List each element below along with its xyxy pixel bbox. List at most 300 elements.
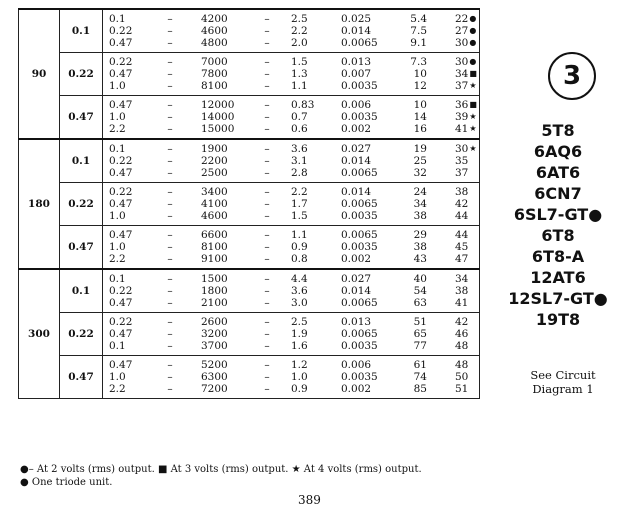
dash-mark: – <box>167 371 173 383</box>
dash-mark-column <box>149 99 191 135</box>
output-voltage-value-column <box>397 316 437 352</box>
cathode-resistor-value: 4100 <box>201 198 228 210</box>
values-cell <box>103 226 480 270</box>
grid-resistor-value-column <box>103 359 149 395</box>
capacitor-value: 0.014 <box>341 285 372 297</box>
dash-mark: – <box>264 285 270 297</box>
output-voltage-value: 10 <box>413 68 427 80</box>
capacitor-value: 0.0035 <box>341 340 378 352</box>
dash-mark: – <box>264 297 270 309</box>
plate-resistor-cell: 0.47 <box>60 96 103 140</box>
dash-mark: – <box>167 123 173 135</box>
see-circuit-line: See Circuit <box>530 368 596 382</box>
screen-value-column <box>291 359 341 395</box>
capacitor-value: 0.0035 <box>341 241 378 253</box>
plate-resistor-cell: 0.1 <box>60 269 103 313</box>
capacitor-value: 0.002 <box>341 253 372 265</box>
screen-value: 2.2 <box>291 25 308 37</box>
output-symbol: ● <box>469 57 477 66</box>
output-symbol: ★ <box>469 112 477 121</box>
voltage-gain-value: 35 <box>455 155 469 167</box>
output-voltage-value: 7.3 <box>410 56 427 68</box>
screen-value-column <box>291 143 341 179</box>
chart-number-circle <box>548 52 596 100</box>
grid-resistor-value-column <box>103 13 149 49</box>
output-voltage-value: 12 <box>413 80 427 92</box>
footnote-triode: ● One triode unit. <box>20 477 113 488</box>
plate-resistor-cell: 0.1 <box>60 9 103 53</box>
capacitor-value-column <box>341 56 397 92</box>
dash-mark-column <box>243 316 291 352</box>
dash-mark: – <box>167 37 173 49</box>
cathode-resistor-value: 7000 <box>201 56 228 68</box>
capacitor-value: 0.0035 <box>341 371 378 383</box>
dash-mark-column <box>243 186 291 222</box>
output-symbol: ■ <box>469 100 477 109</box>
tube-type: 6CN7 <box>534 184 582 203</box>
output-voltage-value: 38 <box>413 241 427 253</box>
cathode-resistor-value: 7200 <box>201 383 228 395</box>
table-row <box>19 139 480 183</box>
screen-value: 0.83 <box>291 99 315 111</box>
dash-mark-column <box>243 273 291 309</box>
screen-value: 1.9 <box>291 328 308 340</box>
screen-value: 2.8 <box>291 167 308 179</box>
grid-resistor-value: 0.47 <box>109 68 133 80</box>
dash-mark: – <box>167 297 173 309</box>
cathode-resistor-value-column <box>191 229 243 265</box>
screen-value: 3.1 <box>291 155 308 167</box>
cathode-resistor-value: 2200 <box>201 155 228 167</box>
cathode-resistor-value: 8100 <box>201 241 228 253</box>
grid-resistor-value: 1.0 <box>109 210 126 222</box>
gain-entry <box>455 316 479 328</box>
gain-entry <box>455 273 479 285</box>
capacitor-value: 0.0035 <box>341 210 378 222</box>
grid-resistor-value-column <box>103 56 149 92</box>
values-cell <box>103 356 480 399</box>
gain-entry <box>455 13 479 25</box>
dash-mark: – <box>264 25 270 37</box>
values-cell <box>103 53 480 96</box>
grid-resistor-value: 0.1 <box>109 273 126 285</box>
voltage-gain-value-column <box>437 99 479 135</box>
capacitor-value: 0.014 <box>341 25 372 37</box>
plate-resistor-cell: 0.22 <box>60 313 103 356</box>
dash-mark: – <box>264 68 270 80</box>
gain-entry <box>455 167 479 179</box>
cathode-resistor-value: 15000 <box>201 123 235 135</box>
cathode-resistor-value-column <box>191 316 243 352</box>
dash-mark: – <box>264 13 270 25</box>
dash-mark: – <box>167 328 173 340</box>
screen-value-column <box>291 99 341 135</box>
capacitor-value: 0.007 <box>341 68 372 80</box>
dash-mark: – <box>167 273 173 285</box>
dash-mark: – <box>264 56 270 68</box>
output-voltage-value: 16 <box>413 123 427 135</box>
dash-mark: – <box>167 167 173 179</box>
capacitor-value: 0.0065 <box>341 229 378 241</box>
voltage-gain-value: 42 <box>455 198 469 210</box>
output-voltage-value: 19 <box>413 143 427 155</box>
gain-entry <box>455 371 479 383</box>
page-number: 389 <box>298 493 321 507</box>
voltage-gain-value: 30 <box>455 56 469 68</box>
voltage-gain-value: 51 <box>455 383 469 395</box>
dash-mark: – <box>264 273 270 285</box>
gain-entry <box>455 328 479 340</box>
cathode-resistor-value: 1800 <box>201 285 228 297</box>
capacitor-value: 0.027 <box>341 273 372 285</box>
screen-value: 1.1 <box>291 80 308 92</box>
grid-resistor-value: 2.2 <box>109 253 126 265</box>
voltage-gain-value-column <box>437 56 479 92</box>
cathode-resistor-value: 9100 <box>201 253 228 265</box>
capacitor-value: 0.0065 <box>341 328 378 340</box>
screen-value-column <box>291 56 341 92</box>
grid-resistor-value: 0.22 <box>109 316 133 328</box>
capacitor-value: 0.014 <box>341 186 372 198</box>
output-voltage-value-column <box>397 273 437 309</box>
output-voltage-value: 61 <box>413 359 427 371</box>
dash-mark: – <box>167 241 173 253</box>
voltage-gain-value: 30 <box>455 143 469 155</box>
capacitor-value-column <box>341 99 397 135</box>
grid-resistor-value: 1.0 <box>109 371 126 383</box>
voltage-gain-value: 48 <box>455 359 469 371</box>
screen-value: 3.0 <box>291 297 308 309</box>
dash-mark: – <box>264 99 270 111</box>
output-voltage-value: 14 <box>413 111 427 123</box>
output-symbol: ■ <box>469 69 477 78</box>
tube-type-list <box>478 120 638 330</box>
cathode-resistor-value-column <box>191 13 243 49</box>
cathode-resistor-value: 2100 <box>201 297 228 309</box>
voltage-gain-value: 44 <box>455 229 469 241</box>
cathode-resistor-value-column <box>191 56 243 92</box>
plate-resistor-cell: 0.22 <box>60 183 103 226</box>
dash-mark: – <box>264 111 270 123</box>
output-voltage-value: 77 <box>413 340 427 352</box>
screen-value: 0.7 <box>291 111 308 123</box>
voltage-gain-value: 30 <box>455 37 469 49</box>
grid-resistor-value-column <box>103 316 149 352</box>
voltage-gain-value-column <box>437 143 479 179</box>
tube-type: 6SL7-GT● <box>513 205 603 224</box>
grid-resistor-value-column <box>103 143 149 179</box>
cathode-resistor-value: 6600 <box>201 229 228 241</box>
voltage-gain-value: 42 <box>455 316 469 328</box>
voltage-gain-value-column <box>437 359 479 395</box>
cathode-resistor-value-column <box>191 359 243 395</box>
grid-resistor-value: 0.22 <box>109 25 133 37</box>
cathode-resistor-value-column <box>191 143 243 179</box>
table-row <box>19 269 480 313</box>
values-cell <box>103 183 480 226</box>
gain-entry <box>455 68 479 80</box>
output-voltage-value: 32 <box>413 167 427 179</box>
output-symbol: ★ <box>469 81 477 90</box>
cathode-resistor-value: 3200 <box>201 328 228 340</box>
output-voltage-value-column <box>397 229 437 265</box>
dash-mark: – <box>264 328 270 340</box>
dash-mark: – <box>264 241 270 253</box>
capacitor-value: 0.0065 <box>341 297 378 309</box>
dash-mark-column <box>243 229 291 265</box>
output-voltage-value-column <box>397 359 437 395</box>
voltage-gain-value: 34 <box>455 68 469 80</box>
capacitor-value: 0.0065 <box>341 198 378 210</box>
dash-mark: – <box>264 253 270 265</box>
capacitor-value-column <box>341 229 397 265</box>
see-circuit-note <box>508 368 618 396</box>
voltage-gain-value-column <box>437 273 479 309</box>
voltage-gain-value: 37 <box>455 80 469 92</box>
voltage-gain-value-column <box>437 316 479 352</box>
output-voltage-value: 34 <box>413 198 427 210</box>
screen-value: 0.6 <box>291 123 308 135</box>
screen-value: 3.6 <box>291 285 308 297</box>
gain-entry <box>455 143 479 155</box>
dash-mark: – <box>264 316 270 328</box>
plate-resistor-cell: 0.47 <box>60 226 103 270</box>
capacitor-value: 0.013 <box>341 56 372 68</box>
capacitor-value-column <box>341 316 397 352</box>
capacitor-value: 0.0065 <box>341 37 378 49</box>
cathode-resistor-value: 4600 <box>201 210 228 222</box>
dash-mark: – <box>167 111 173 123</box>
table-row <box>19 9 480 53</box>
grid-resistor-value: 0.22 <box>109 186 133 198</box>
dash-mark: – <box>167 383 173 395</box>
output-voltage-value-column <box>397 186 437 222</box>
dash-mark: – <box>264 383 270 395</box>
capacitor-value: 0.002 <box>341 123 372 135</box>
capacitor-value: 0.0065 <box>341 167 378 179</box>
supply-voltage-cell: 300 <box>19 269 60 399</box>
capacitor-value-column <box>341 13 397 49</box>
tube-type: 6T8-A <box>531 247 585 266</box>
capacitor-value: 0.002 <box>341 383 372 395</box>
capacitor-value: 0.006 <box>341 359 372 371</box>
dash-mark: – <box>264 198 270 210</box>
cathode-resistor-value-column <box>191 99 243 135</box>
voltage-gain-value-column <box>437 13 479 49</box>
dash-mark: – <box>167 68 173 80</box>
dash-mark: – <box>167 155 173 167</box>
grid-resistor-value: 0.1 <box>109 143 126 155</box>
output-voltage-value: 40 <box>413 273 427 285</box>
gain-entry <box>455 99 479 111</box>
voltage-gain-value: 36 <box>455 99 469 111</box>
dash-mark: – <box>167 25 173 37</box>
grid-resistor-value: 2.2 <box>109 383 126 395</box>
values-cell <box>103 313 480 356</box>
plate-resistor-cell: 0.47 <box>60 356 103 399</box>
voltage-gain-value: 38 <box>455 285 469 297</box>
grid-resistor-value: 0.1 <box>109 340 126 352</box>
output-voltage-value: 10 <box>413 99 427 111</box>
grid-resistor-value: 0.22 <box>109 155 133 167</box>
cathode-resistor-value: 4800 <box>201 37 228 49</box>
grid-resistor-value: 0.22 <box>109 285 133 297</box>
dash-mark-column <box>149 143 191 179</box>
grid-resistor-value: 0.1 <box>109 13 126 25</box>
capacitor-value: 0.006 <box>341 99 372 111</box>
dash-mark: – <box>264 340 270 352</box>
voltage-gain-value-column <box>437 186 479 222</box>
grid-resistor-value: 0.47 <box>109 99 133 111</box>
dash-mark: – <box>264 37 270 49</box>
table-row <box>19 96 480 140</box>
output-voltage-value: 25 <box>413 155 427 167</box>
dash-mark: – <box>264 155 270 167</box>
screen-value: 2.0 <box>291 37 308 49</box>
cathode-resistor-value: 7800 <box>201 68 228 80</box>
voltage-gain-value: 50 <box>455 371 469 383</box>
dash-mark: – <box>167 99 173 111</box>
dash-mark: – <box>264 167 270 179</box>
voltage-gain-value: 41 <box>455 123 469 135</box>
grid-resistor-value: 1.0 <box>109 241 126 253</box>
capacitor-value: 0.0035 <box>341 80 378 92</box>
gain-entry <box>455 111 479 123</box>
screen-value: 1.5 <box>291 56 308 68</box>
output-voltage-value-column <box>397 143 437 179</box>
screen-value: 2.2 <box>291 186 308 198</box>
grid-resistor-value-column <box>103 99 149 135</box>
gain-entry <box>455 229 479 241</box>
gain-entry <box>455 25 479 37</box>
cathode-resistor-value: 2500 <box>201 167 228 179</box>
dash-mark-column <box>149 186 191 222</box>
dash-mark: – <box>167 186 173 198</box>
voltage-gain-value: 34 <box>455 273 469 285</box>
voltage-gain-value: 22 <box>455 13 469 25</box>
output-voltage-value: 38 <box>413 210 427 222</box>
output-symbol: ● <box>469 14 477 23</box>
screen-value: 1.7 <box>291 198 308 210</box>
grid-resistor-value: 0.47 <box>109 359 133 371</box>
dash-mark: – <box>264 186 270 198</box>
grid-resistor-value: 0.22 <box>109 56 133 68</box>
dash-mark-column <box>149 316 191 352</box>
cathode-resistor-value: 4600 <box>201 25 228 37</box>
gain-entry <box>455 253 479 265</box>
dash-mark: – <box>264 143 270 155</box>
cathode-resistor-value: 6300 <box>201 371 228 383</box>
dash-mark: – <box>167 198 173 210</box>
footnote-output-symbols: ●– At 2 volts (rms) output. ■ At 3 volts (rms) output. ★ At 4 volts (rms) output. <box>20 464 422 475</box>
values-cell <box>103 9 480 53</box>
output-voltage-value-column <box>397 13 437 49</box>
screen-value: 0.9 <box>291 241 308 253</box>
chart-number: 3 <box>562 61 582 91</box>
capacitor-value: 0.014 <box>341 155 372 167</box>
output-voltage-value: 7.5 <box>410 25 427 37</box>
dash-mark: – <box>167 56 173 68</box>
dash-mark: – <box>264 359 270 371</box>
cathode-resistor-value-column <box>191 273 243 309</box>
cathode-resistor-value: 14000 <box>201 111 235 123</box>
screen-value: 2.5 <box>291 316 308 328</box>
values-cell <box>103 139 480 183</box>
tube-type: 6AT6 <box>535 163 581 182</box>
voltage-gain-value: 41 <box>455 297 469 309</box>
dash-mark-column <box>149 13 191 49</box>
table-row <box>19 183 480 226</box>
voltage-gain-value: 27 <box>455 25 469 37</box>
dash-mark: – <box>167 359 173 371</box>
screen-value: 4.4 <box>291 273 308 285</box>
screen-value: 3.6 <box>291 143 308 155</box>
cathode-resistor-value: 5200 <box>201 359 228 371</box>
capacitor-value: 0.0035 <box>341 111 378 123</box>
table-row <box>19 226 480 270</box>
dash-mark-column <box>149 229 191 265</box>
grid-resistor-value: 0.47 <box>109 198 133 210</box>
output-voltage-value: 43 <box>413 253 427 265</box>
grid-resistor-value: 0.47 <box>109 229 133 241</box>
output-voltage-value: 5.4 <box>410 13 427 25</box>
screen-value: 0.9 <box>291 383 308 395</box>
values-cell <box>103 269 480 313</box>
output-symbol: ● <box>469 26 477 35</box>
output-voltage-value: 63 <box>413 297 427 309</box>
gain-entry <box>455 186 479 198</box>
gain-entry <box>455 80 479 92</box>
gain-entry <box>455 123 479 135</box>
output-symbol: ★ <box>469 144 477 153</box>
gain-entry <box>455 56 479 68</box>
dash-mark: – <box>264 229 270 241</box>
gain-entry <box>455 383 479 395</box>
output-voltage-value: 74 <box>413 371 427 383</box>
grid-resistor-value: 2.2 <box>109 123 126 135</box>
table-row <box>19 356 480 399</box>
voltage-gain-value: 37 <box>455 167 469 179</box>
output-voltage-value-column <box>397 99 437 135</box>
table-row <box>19 53 480 96</box>
grid-resistor-value: 0.47 <box>109 167 133 179</box>
voltage-gain-value: 48 <box>455 340 469 352</box>
output-voltage-value: 24 <box>413 186 427 198</box>
dash-mark-column <box>149 56 191 92</box>
screen-value: 1.1 <box>291 229 308 241</box>
capacitor-value: 0.025 <box>341 13 372 25</box>
dash-mark: – <box>167 80 173 92</box>
capacitor-value-column <box>341 273 397 309</box>
grid-resistor-value: 0.47 <box>109 37 133 49</box>
voltage-gain-value: 46 <box>455 328 469 340</box>
output-voltage-value: 51 <box>413 316 427 328</box>
grid-resistor-value: 0.47 <box>109 297 133 309</box>
capacitor-value: 0.027 <box>341 143 372 155</box>
gain-entry <box>455 285 479 297</box>
values-cell <box>103 96 480 140</box>
voltage-gain-value: 38 <box>455 186 469 198</box>
dash-mark: – <box>264 210 270 222</box>
dash-mark-column <box>149 273 191 309</box>
screen-value-column <box>291 13 341 49</box>
grid-resistor-value: 1.0 <box>109 80 126 92</box>
dash-mark-column <box>243 143 291 179</box>
gain-entry <box>455 359 479 371</box>
cathode-resistor-value: 1900 <box>201 143 228 155</box>
output-voltage-value: 85 <box>413 383 427 395</box>
output-voltage-value: 54 <box>413 285 427 297</box>
